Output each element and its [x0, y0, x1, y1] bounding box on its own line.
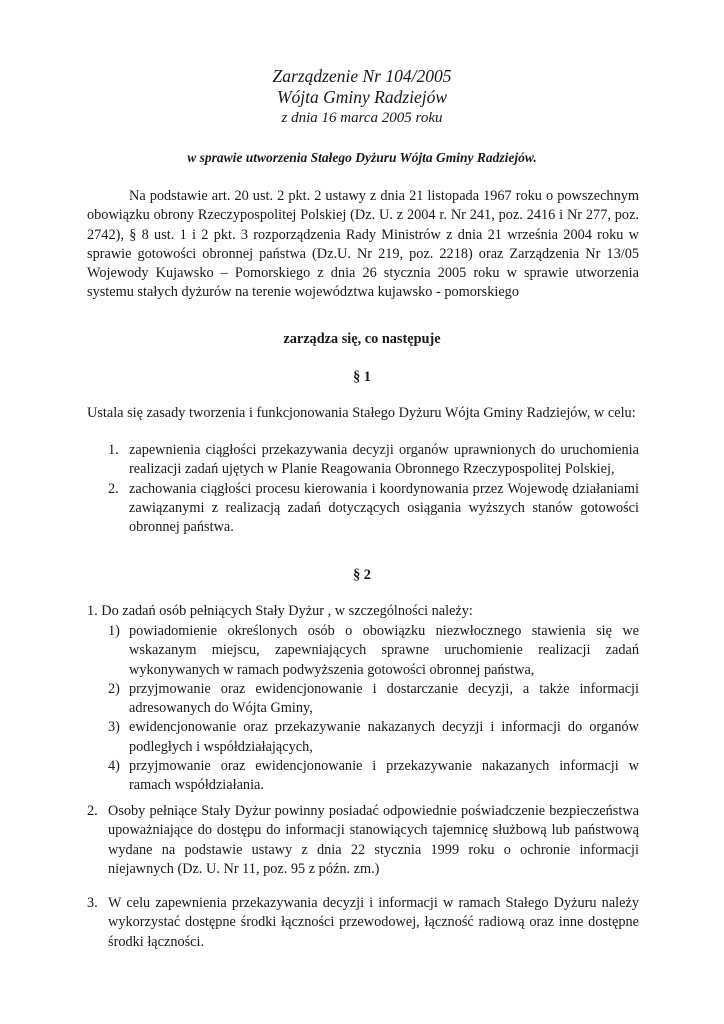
list-item-text: przyjmowanie oraz ewidencjonowanie i przekazywanie nakazanych informacji w ramach współdziałania.	[129, 758, 639, 794]
list-item-number: 1)	[108, 623, 120, 639]
section-2-point-1-lead: 1. Do zadań osób pełniących Stały Dyżur , w szczególności należy:	[87, 603, 473, 619]
point-number: 2.	[87, 803, 98, 819]
list-item-number: 1.	[108, 442, 119, 458]
list-item-text: ewidencjonowanie oraz przekazywanie nakazanych decyzji i informacji do organów podległych i współdziałających,	[129, 719, 639, 755]
list-item-text: przyjmowanie oraz ewidencjonowanie i dostarczanie decyzji, a także informacji adresowanych do Wójta Gminy,	[129, 680, 639, 717]
list-item-number: 3)	[108, 719, 120, 736]
list-item	[108, 441, 639, 480]
document-issuer: Wójta Gminy Radziejów	[276, 87, 448, 107]
list-item	[108, 757, 639, 796]
list-item-number: 2)	[108, 680, 120, 697]
section-1-lead: Ustala się zasady tworzenia i funkcjonowania Stałego Dyżuru Wójta Gminy Radziejów, w celu:	[87, 405, 636, 421]
list-item-text: zachowania ciągłości procesu kierowania i koordynowania przez Wojewodę działaniami zawiązanymi z realizacją zadań dotyczących osiągania wyższych stanów gotowości obronnej państwa.	[129, 480, 639, 536]
point-text: W celu zapewnienia przekazywania decyzji i informacji w ramach Stałego Dyżuru należy wykorzystać dostępne środki łączności przewodowej, łączność radiową oraz inne dostępne środki łączności.	[108, 895, 639, 950]
ordains-heading: zarządza się, co następuje	[283, 331, 441, 347]
list-item-text: powiadomienie określonych osób o obowiązku niezwłocznego stawienia się we wskazanym miejscu, zapewniających sprawne uruchomienie realizacji zadań wykonywanych w ramach podwyższenia gotowości obronnej państwa,	[129, 623, 639, 678]
section-2-point-3	[87, 894, 639, 952]
list-item-number: 2.	[108, 480, 119, 497]
section-2-heading: § 2	[353, 567, 371, 583]
list-item	[108, 718, 639, 757]
point-text: Osoby pełniące Stały Dyżur powinny posiadać odpowiednie poświadczenie bezpieczeństwa upoważniające do dostępu do informacji stanowiących tajemnicę służbową lub państwową wydane na podstawie ustawy z dnia 22 stycznia 1999 roku o ochronie informacji niejawnych (Dz. U. Nr 11, poz. 95 z późn. zm.)	[108, 803, 639, 877]
list-item-number: 4)	[108, 758, 120, 775]
list-item-text: zapewnienia ciągłości przekazywania decyzji organów uprawnionych do uruchomienia realizacji zadań ujętych w Planie Reagowania Obronnego Rzeczypospolitej Polskiej,	[129, 442, 639, 478]
section-2-point-2	[87, 802, 639, 879]
list-item	[108, 680, 639, 719]
document-subject: w sprawie utworzenia Stałego Dyżuru Wójta Gminy Radziejów.	[187, 150, 537, 165]
list-item	[108, 480, 639, 538]
section-1-list	[108, 441, 639, 537]
section-2-point-1-list	[108, 622, 639, 796]
legal-basis-paragraph: Na podstawie art. 20 ust. 2 pkt. 2 ustawy z dnia 21 listopada 1967 roku o powszechnym obowiązku obrony Rzeczypospolitej Polskiej (Dz. U. z 2004 r. Nr 241, poz. 2416 i Nr 277, poz. 2742), § 8 ust. 1 i 2 pkt. 3 rozporządzenia Rady Ministrów z dnia 21 września 2004 roku w sprawie gotowości obronnej państwa (Dz.U. Nr 219, poz. 2218) oraz Zarządzenia Nr 13/05 Wojewody Kujawsko – Pomorskiego z dnia 26 stycznia 2005 roku w sprawie utworzenia systemu stałych dyżurów na terenie województwa kujawsko - pomorskiego	[87, 188, 639, 301]
document-date: z dnia 16 marca 2005 roku	[281, 110, 443, 126]
point-number: 3.	[87, 895, 98, 911]
document-title: Zarządzenie Nr 104/2005	[272, 66, 452, 86]
list-item	[108, 622, 639, 680]
section-1-heading: § 1	[353, 369, 371, 385]
